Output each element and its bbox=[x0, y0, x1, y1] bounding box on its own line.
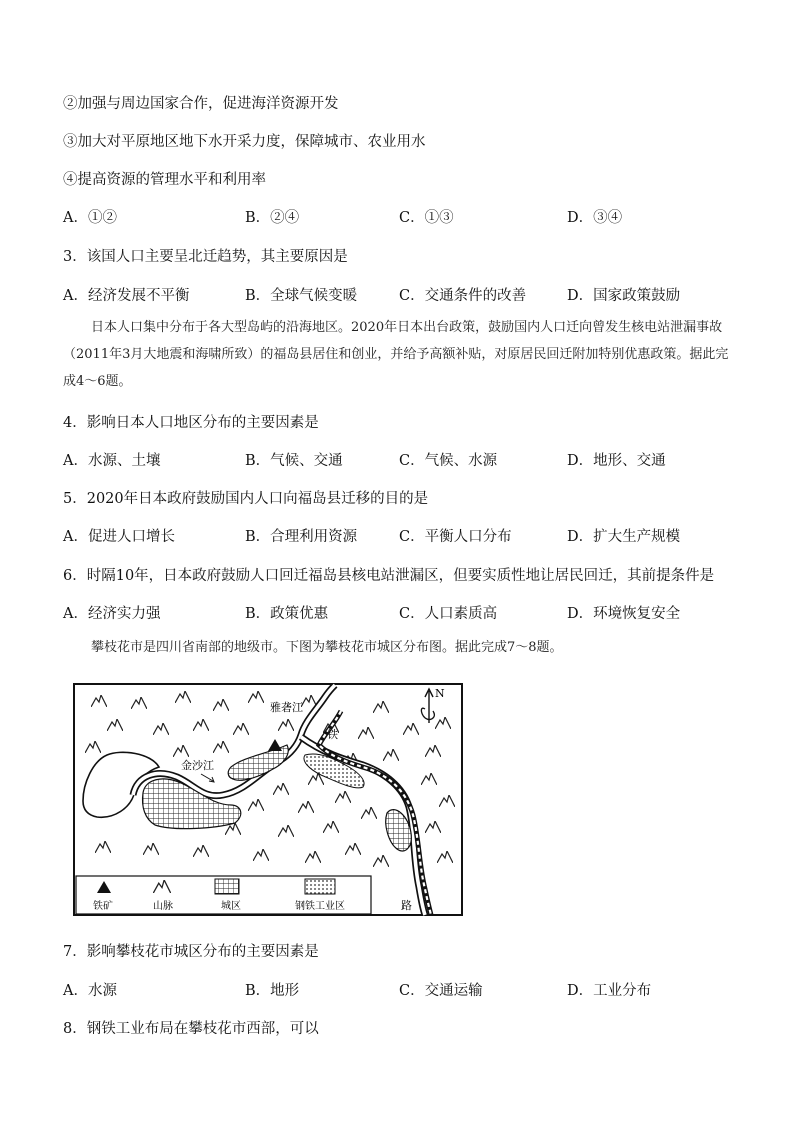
q6-option-c[interactable]: C．人口素质高 bbox=[399, 606, 498, 622]
q2-option-a[interactable]: A．①② bbox=[63, 210, 117, 226]
passage-japan bbox=[63, 314, 731, 395]
q6-stem: 6．时隔10年，日本政府鼓励人口回迁福岛县核电站泄漏区，但要实质性地让居民回迁，其前提条件是 bbox=[63, 568, 715, 584]
legend-mountain-label: 山脉 bbox=[153, 901, 173, 912]
q6-options bbox=[63, 602, 743, 624]
q6-option-b[interactable]: B．政策优惠 bbox=[245, 606, 329, 622]
q6-option-d[interactable]: D．环境恢复安全 bbox=[567, 606, 681, 622]
q7-options bbox=[63, 979, 743, 1001]
q6-option-a[interactable]: A．经济实力强 bbox=[63, 606, 161, 622]
passage-japan-text: 日本人口集中分布于各大型岛屿的沿海地区。2020年日本出台政策，鼓励国内人口迁向曾发生核电站泄漏事故（2011年3月大地震和海啸所致）的福岛县居住和创业，并给予高额补贴，对原居民回迁附加特别优惠政策。据此完成4～6题。 bbox=[63, 320, 729, 389]
legend-steel-icon bbox=[305, 879, 335, 894]
label-rail-top: 铁 bbox=[327, 728, 338, 741]
legend-urban-label: 城区 bbox=[221, 901, 241, 912]
q4-options bbox=[63, 449, 743, 471]
q2-options bbox=[63, 206, 743, 228]
q3-option-a[interactable]: A．经济发展不平衡 bbox=[63, 288, 190, 304]
passage-panzhihua bbox=[63, 634, 731, 661]
map-legend bbox=[76, 876, 371, 914]
label-rail-bottom: 路 bbox=[401, 899, 412, 912]
q5-option-a[interactable]: A．促进人口增长 bbox=[63, 529, 175, 545]
q3-options bbox=[63, 284, 743, 306]
q7-option-a[interactable]: A．水源 bbox=[63, 983, 117, 999]
q7-option-b[interactable]: B．地形 bbox=[245, 983, 300, 999]
option-line-3: ③加大对平原地区地下水开采力度，保障城市、农业用水 bbox=[63, 134, 426, 150]
option-line-4: ④提高资源的管理水平和利用率 bbox=[63, 172, 266, 188]
q2-option-b[interactable]: B．②④ bbox=[245, 210, 300, 226]
q4-option-d[interactable]: D．地形、交通 bbox=[567, 453, 666, 469]
q4-stem: 4．影响日本人口地区分布的主要因素是 bbox=[63, 415, 319, 431]
q5-option-d[interactable]: D．扩大生产规模 bbox=[567, 529, 681, 545]
legend-steel-label: 钢铁工业区 bbox=[295, 901, 345, 912]
passage-panzhihua-text: 攀枝花市是四川省南部的地级市。下图为攀枝花市城区分布图。据此完成7～8题。 bbox=[91, 640, 563, 655]
q4-option-a[interactable]: A．水源、土壤 bbox=[63, 453, 161, 469]
q3-option-d[interactable]: D．国家政策鼓励 bbox=[567, 288, 681, 304]
q3-option-c[interactable]: C．交通条件的改善 bbox=[399, 288, 527, 304]
q7-option-c[interactable]: C．交通运输 bbox=[399, 983, 483, 999]
option-line-2: ②加强与周边国家合作，促进海洋资源开发 bbox=[63, 96, 339, 112]
q4-option-c[interactable]: C．气候、水源 bbox=[399, 453, 498, 469]
q2-option-c[interactable]: C．①③ bbox=[399, 210, 454, 226]
q7-option-d[interactable]: D．工业分布 bbox=[567, 983, 652, 999]
q5-stem: 5．2020年日本政府鼓励国内人口向福岛县迁移的目的是 bbox=[63, 491, 429, 507]
legend-urban-icon bbox=[215, 879, 239, 894]
q4-option-b[interactable]: B．气候、交通 bbox=[245, 453, 343, 469]
q8-stem: 8．钢铁工业布局在攀枝花市西部，可以 bbox=[63, 1021, 319, 1037]
panzhihua-city-map bbox=[73, 683, 463, 916]
label-jinsha-river: 金沙江 bbox=[181, 759, 214, 772]
q5-option-b[interactable]: B．合理利用资源 bbox=[245, 529, 358, 545]
legend-iron-mine-label: 铁矿 bbox=[93, 901, 113, 912]
q2-option-d[interactable]: D．③④ bbox=[567, 210, 623, 226]
q7-stem: 7．影响攀枝花市城区分布的主要因素是 bbox=[63, 944, 319, 960]
q3-option-b[interactable]: B．全球气候变暖 bbox=[245, 288, 358, 304]
label-yalong-river: 雅砻江 bbox=[270, 701, 303, 714]
north-label: N bbox=[435, 687, 445, 700]
q3-stem: 3．该国人口主要呈北迁趋势，其主要原因是 bbox=[63, 249, 348, 265]
q5-options bbox=[63, 525, 743, 547]
q5-option-c[interactable]: C．平衡人口分布 bbox=[399, 529, 512, 545]
